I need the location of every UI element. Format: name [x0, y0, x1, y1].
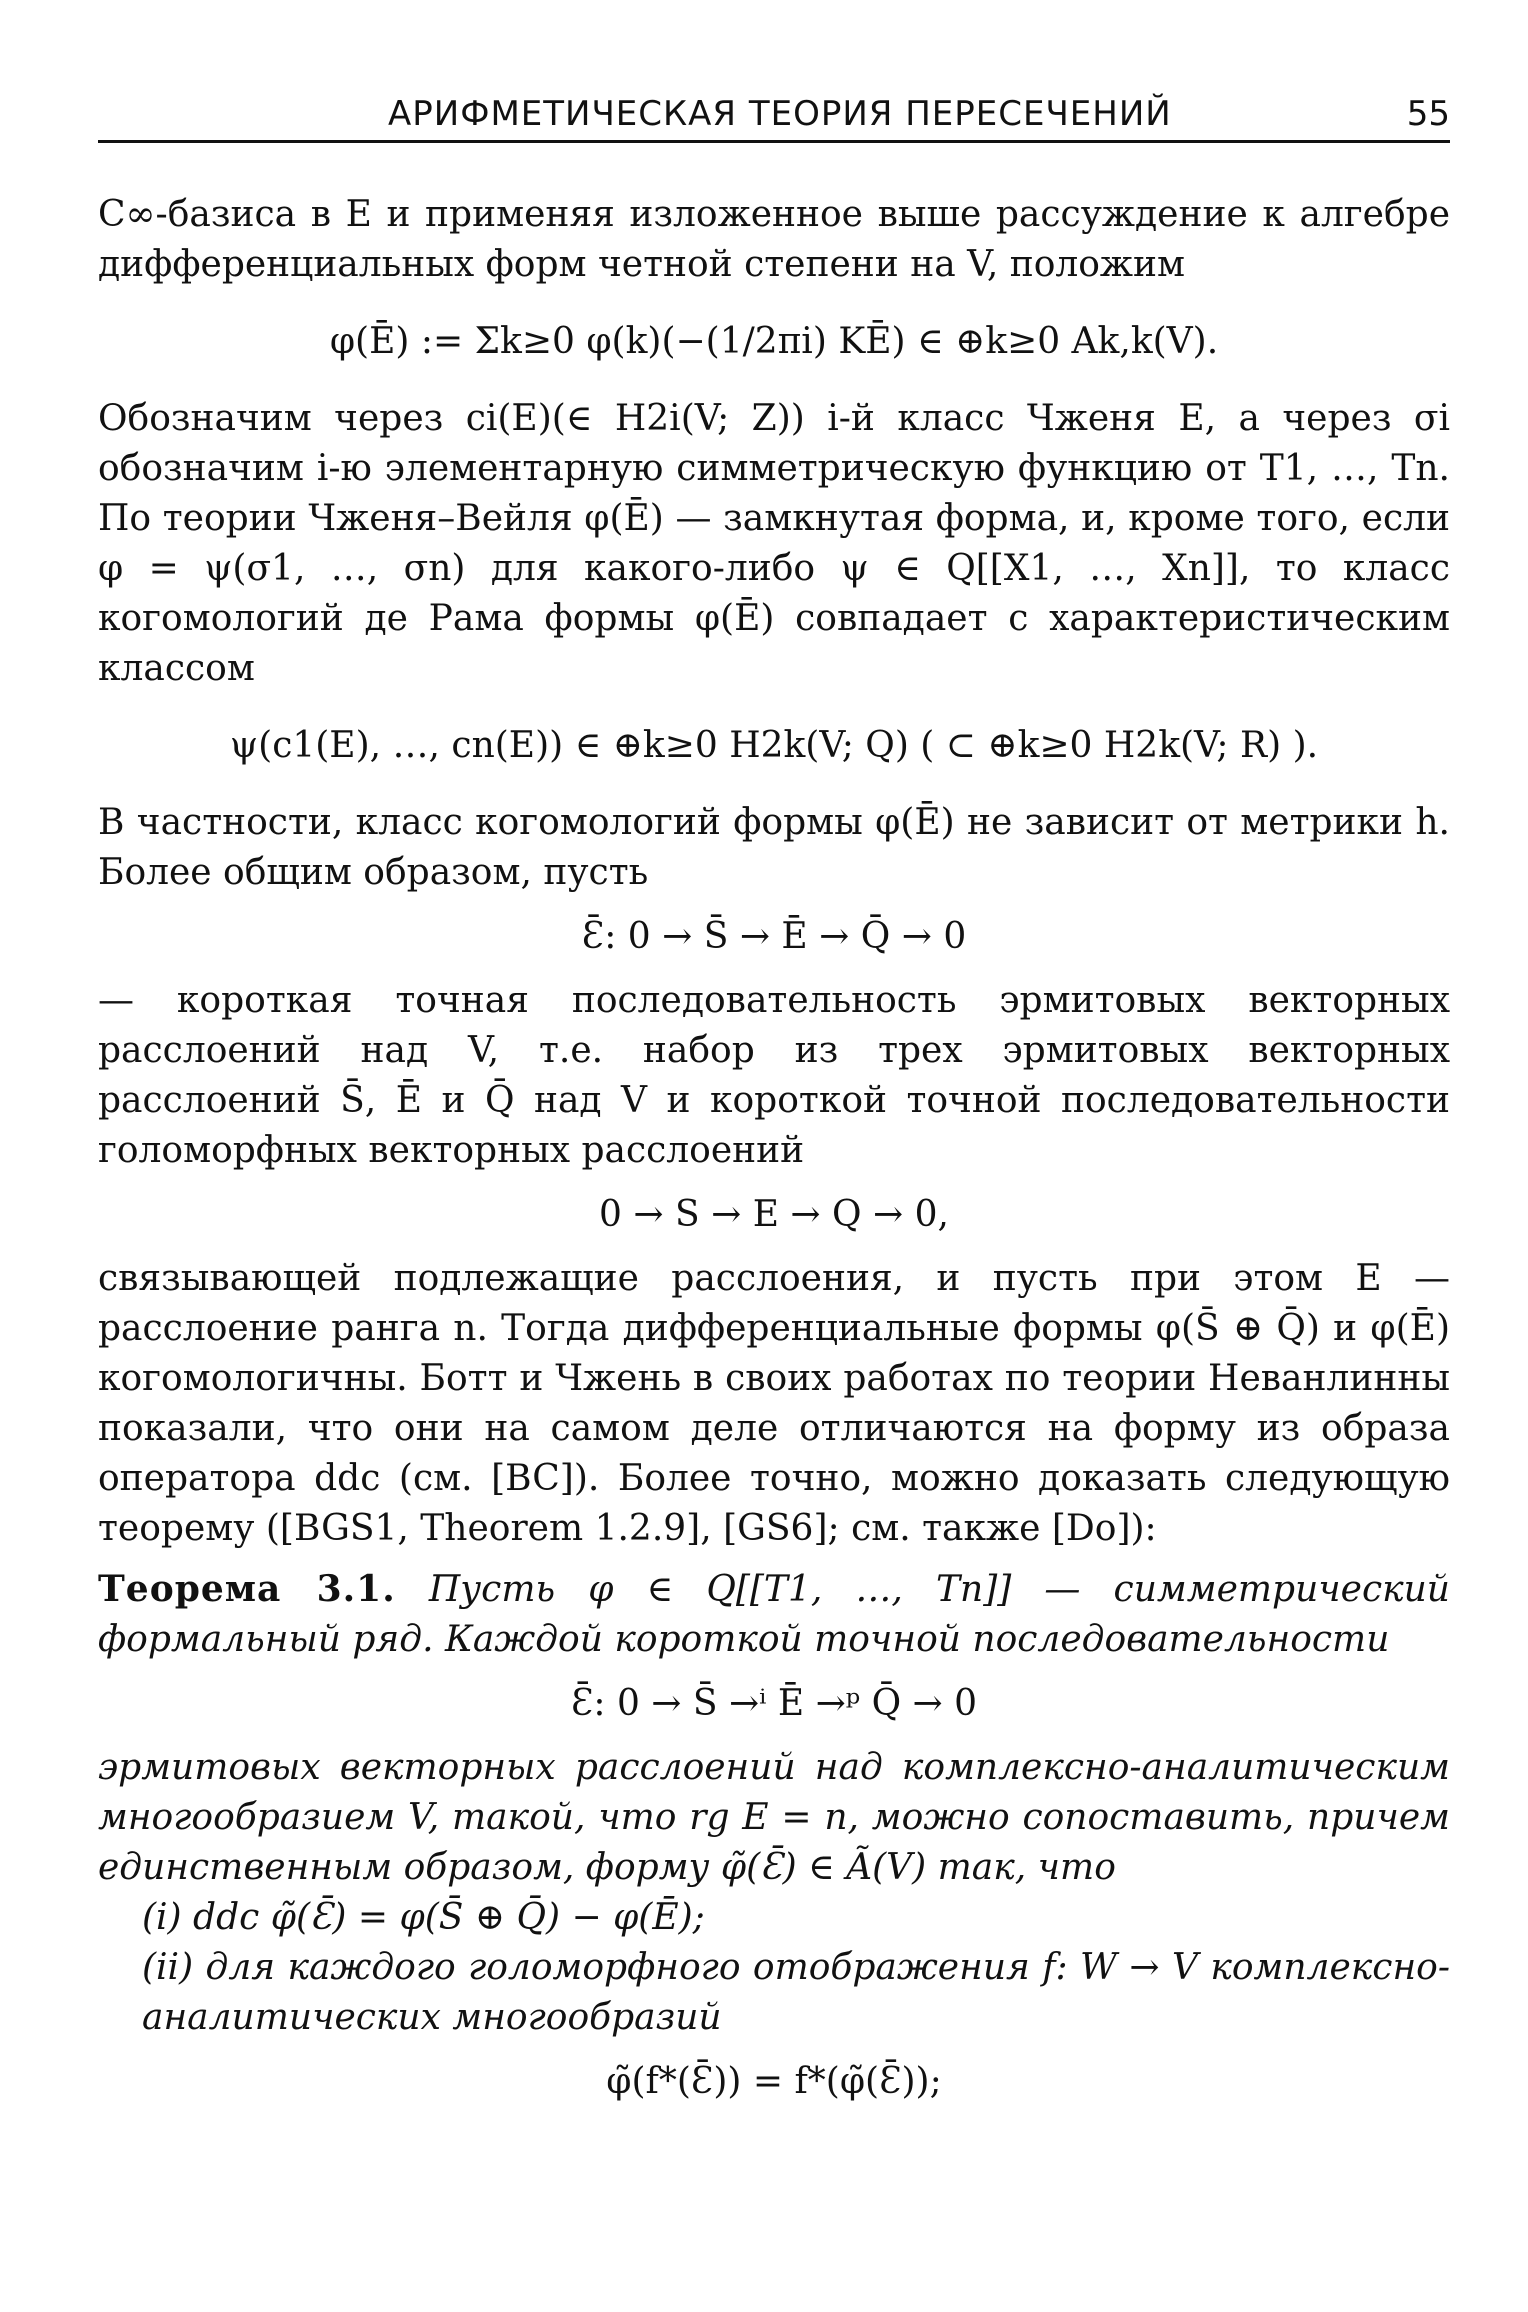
- theorem-text-1: Пусть φ ∈ Q[[T1, …, Tn]] — симметрический формальный ряд. Каждой короткой точной последовательности: [98, 1569, 1450, 1660]
- theorem-item-ii: (ii) для каждого голоморфного отображения f: W → V комплексно-аналитических многообразий: [142, 1947, 1450, 2038]
- paragraph-2: Обозначим через ci(E)(∈ H2i(V; Z)) i-й класс Чженя E, а через σi обозначим i-ю элементарную симметрическую функцию от T1, …, Tn. По теории Чженя–Вейля φ(Ē) — замкнутая форма, и, кроме того, если φ = ψ(σ1, …, σn) для какого-либо ψ ∈ Q[[X1, …, Xn]], то класс когомологий де Рама формы φ(Ē) совпадает с характеристическим классом: [98, 398, 1450, 689]
- equation-theorem-sequence: Ɛ̄: 0 → S̄ →ⁱ Ē →ᵖ Q̄ → 0: [570, 1683, 978, 1724]
- equation-exact-sequence-hermitian: Ɛ̄: 0 → S̄ → Ē → Q̄ → 0: [581, 916, 967, 957]
- equation-functoriality: φ̃(f*(Ɛ̄)) = f*(φ̃(Ɛ̄));: [606, 2061, 942, 2102]
- page-header: [98, 94, 1450, 143]
- paragraph-5: связывающей подлежащие расслоения, и пусть при этом E — расслоение ранга n. Тогда дифференциальные формы φ(S̄ ⊕ Q̄) и φ(Ē) когомологичны. Ботт и Чжень в своих работах по теории Неванлинны показали, что они на самом деле отличаются на форму из образа оператора ddc (см. [BC]). Более точно, можно доказать следующую теорему ([BGS1, Theorem 1.2.9], [GS6]; см. также [Do]):: [98, 1258, 1450, 1549]
- running-title: АРИФМЕТИЧЕСКАЯ ТЕОРИЯ ПЕРЕСЕЧЕНИЙ: [388, 94, 1172, 134]
- paragraph-3: В частности, класс когомологий формы φ(Ē) не зависит от метрики h. Более общим образом, пусть: [98, 802, 1450, 893]
- paragraph-1: C∞-базиса в E и применяя изложенное выше рассуждение к алгебре дифференциальных форм четной степени на V, положим: [98, 194, 1450, 285]
- equation-exact-sequence-holomorphic: 0 → S → E → Q → 0,: [599, 1194, 949, 1235]
- theorem-statement: [98, 1564, 1450, 1665]
- equation-phi-definition: φ(Ē) := Σk≥0 φ(k)(−(1/2πi) KĒ) ∈ ⊕k≥0 Ak,k(V).: [329, 321, 1219, 362]
- paragraph-4: — короткая точная последовательность эрмитовых векторных расслоений над V, т.е. набор из трех эрмитовых векторных расслоений S̄, Ē и Q̄ над V и короткой точной последовательности голоморфных векторных расслоений: [98, 980, 1450, 1171]
- theorem-text-2: эрмитовых векторных расслоений над комплексно-аналитическим многообразием V, такой, что rg E = n, можно сопоставить, причем единственным образом, форму φ̃(Ɛ̄) ∈ Ã(V) так, что: [98, 1747, 1450, 1888]
- equation-characteristic-class: ψ(c1(E), …, cn(E)) ∈ ⊕k≥0 H2k(V; Q) ( ⊂ ⊕k≥0 H2k(V; R) ).: [229, 725, 1319, 766]
- theorem-item-i: (i) ddc φ̃(Ɛ̄) = φ(S̄ ⊕ Q̄) − φ(Ē);: [142, 1897, 705, 1938]
- theorem-label: Теорема 3.1.: [98, 1568, 396, 1610]
- page-body: [98, 190, 1450, 2121]
- page-number: 55: [1406, 94, 1450, 134]
- book-page: [98, 0, 1450, 2312]
